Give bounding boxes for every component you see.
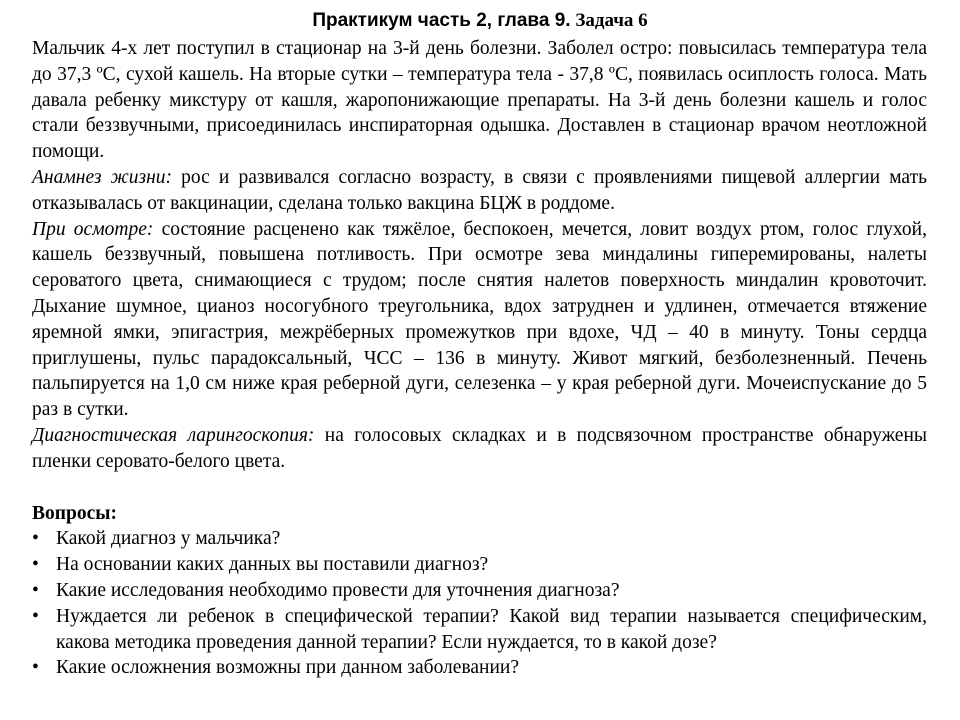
- exam-text: состояние расценено как тяжёлое, беспокоен, мечется, ловит воздух ртом, голос глухой, кашель беззвучный, повышена потливость. При осмотре зева миндалины гиперемированы, налеты сероватого цвета, снимающиеся с трудом; после снятия налетов поверхность миндалин кровоточит. Дыхание шумное, цианоз носогубного треугольника, вдох затруднен и удлинен, отмечается втяжение яремной ямки, эпигастрия, межрёберных промежутков при вдохе, ЧД – 40 в минуту. Тоны сердца приглушены, пульс парадоксальный, ЧСС – 136 в минуту. Живот мягкий, безболезненный. Печень пальпируется на 1,0 см ниже края реберной дуги, селезенка – у края реберной дуги. Мочеиспускание до 5 раз в сутки.: [32, 218, 927, 421]
- question-text: Нуждается ли ребенок в специфической терапии? Какой вид терапии называется специфическим, какова методика проведения данной терапии? Если нуждается, то в какой дозе?: [56, 605, 927, 653]
- question-text: Какие осложнения возможны при данном заболевании?: [56, 657, 520, 679]
- title-task: Задача 6: [575, 10, 648, 31]
- case-intro: Мальчик 4-х лет поступил в стационар на 3-й день болезни. Заболел остро: повысилась температура тела до 37,3 ºС, сухой кашель. На вторые сутки – температура тела - 37,8 ºС, появилась осиплость голоса. Мать давала ребенку микстуру от кашля, жаропонижающие препараты. На 3-й день болезни кашель и голос стали беззвучными, присоединилась инспираторная одышка. Доставлен в стационар врачом неотложной помощи.: [32, 38, 927, 163]
- questions-list: [32, 526, 927, 681]
- case-body: [32, 36, 927, 681]
- anamnesis-paragraph: [32, 165, 927, 217]
- laryngoscopy-paragraph: [32, 423, 927, 475]
- laryngoscopy-text: на голосовых складках и в подсвязочном пространстве обнаружены пленки серовато-белого цвета.: [32, 424, 927, 472]
- question-item: [32, 655, 927, 681]
- question-text: Какие исследования необходимо провести для уточнения диагноза?: [56, 579, 620, 601]
- question-item: [32, 552, 927, 578]
- spacer: [32, 475, 927, 501]
- bullet-icon: •: [32, 528, 39, 550]
- question-item: [32, 526, 927, 552]
- question-item: [32, 578, 927, 604]
- exam-label: При осмотре:: [32, 218, 154, 240]
- anamnesis-text: рос и развивался согласно возрасту, в связи с проявлениями пищевой аллергии мать отказывалась от вакцинации, сделана только вакцина БЦЖ в роддоме.: [32, 166, 927, 214]
- title-main: Практикум часть 2, глава 9.: [312, 10, 571, 31]
- question-text: На основании каких данных вы поставили диагноз?: [56, 554, 489, 576]
- bullet-icon: •: [32, 579, 39, 601]
- page-title: [0, 8, 960, 34]
- anamnesis-label: Анамнез жизни:: [32, 166, 173, 188]
- bullet-icon: •: [32, 554, 39, 576]
- bullet-icon: •: [32, 657, 39, 679]
- question-text: Какой диагноз у мальчика?: [56, 528, 281, 550]
- bullet-icon: •: [32, 605, 39, 627]
- questions-heading: Вопросы:: [32, 502, 117, 524]
- question-item: [32, 604, 927, 656]
- exam-paragraph: [32, 217, 927, 423]
- laryngoscopy-label: Диагностическая ларингоскопия:: [32, 424, 315, 446]
